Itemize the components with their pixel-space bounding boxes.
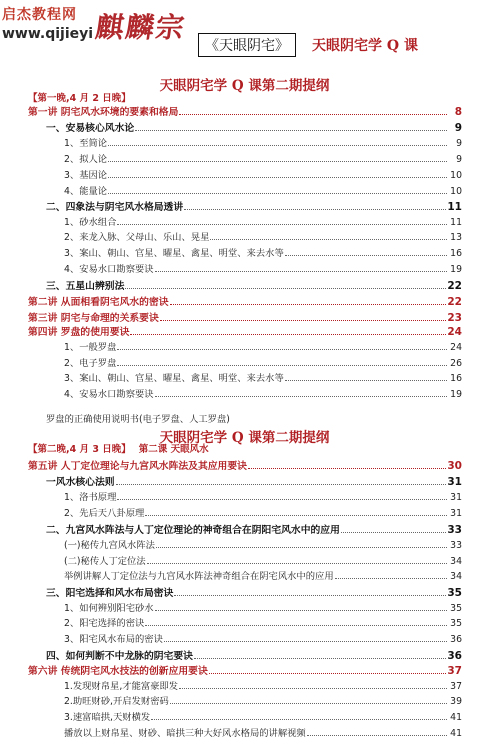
toc-leader-dots — [155, 264, 447, 272]
toc-entry-label: 举例讲解人丁定位法与九宫风水阵法神奇组合在阴宅风水中的应用 — [64, 571, 334, 582]
toc-page-number: 9 — [456, 154, 462, 165]
toc-entry[interactable] — [64, 217, 462, 229]
toc-entry-label: 2、来龙入脉、父母山、乐山、晃星 — [64, 232, 210, 243]
toc-entry-label: 3.速富暗拱,天财横发 — [64, 712, 151, 723]
toc-page-number: 11 — [450, 217, 462, 228]
toc-leader-dots — [108, 170, 447, 178]
toc-leader-dots — [116, 477, 447, 485]
toc-entry-label: 四、如何判断不中龙脉的阴宅要诀 — [46, 651, 193, 662]
toc-page-number: 35 — [450, 603, 462, 614]
toc-leader-dots — [145, 508, 447, 516]
toc-leader-dots — [170, 696, 447, 704]
toc-leader-dots — [164, 634, 447, 642]
toc-page-number: 31 — [447, 476, 462, 488]
toc-entry-label: 第五讲 人丁定位理论与九宫风水阵法及其应用要诀 — [28, 461, 247, 472]
toc-entry-label: 一、安易核心风水论 — [46, 123, 135, 134]
watermark-url: www.qijieyi — [2, 26, 94, 42]
toc-page-number: 9 — [454, 122, 462, 134]
toc-entry-label: 第三讲 阴宅与命理的关系要诀 — [28, 313, 159, 324]
toc-leader-dots — [160, 313, 447, 321]
toc-entry[interactable] — [64, 634, 462, 646]
toc-page-number: 19 — [450, 389, 462, 400]
toc-entry-label: 1、至简论 — [64, 138, 108, 149]
toc-lecture-entry[interactable] — [28, 106, 462, 119]
toc-leader-dots — [155, 603, 447, 611]
toc-entry-label: 第一讲 阴宅风水环境的要素和格局 — [28, 107, 179, 118]
toc-page-number: 30 — [447, 460, 462, 472]
toc-page-number: 10 — [450, 170, 462, 181]
toc-entry-label: 1、如何辨别阳宅砂水 — [64, 603, 154, 614]
toc-leader-dots — [210, 232, 447, 240]
toc-page-number: 31 — [450, 492, 462, 503]
toc-leader-dots — [155, 389, 447, 397]
toc-page-number: 11 — [447, 201, 462, 213]
toc-entry-label: 4、安易水口勘察要诀 — [64, 389, 154, 400]
toc-page-number: 22 — [447, 296, 462, 308]
toc-page-number: 34 — [450, 556, 462, 567]
toc-entry-label: 三、五星山辨别法 — [46, 281, 125, 292]
toc-leader-dots — [130, 327, 446, 335]
toc-leader-dots — [147, 556, 447, 564]
toc-entry-label: 1、砂水组合 — [64, 217, 117, 228]
toc-lecture-entry[interactable] — [28, 296, 462, 309]
toc-entry-label: 2、阳宅选择的密诀 — [64, 618, 145, 629]
toc-entry[interactable] — [46, 122, 462, 135]
toc-entry[interactable] — [64, 603, 462, 615]
toc-entry[interactable] — [64, 712, 462, 724]
toc-entry[interactable] — [64, 170, 462, 182]
toc-page-number: 35 — [450, 618, 462, 629]
toc-leader-dots — [117, 358, 447, 366]
toc-entry-label: 3、阳宅风水布局的密诀 — [64, 634, 163, 645]
toc-page-number: 22 — [447, 280, 462, 292]
toc-leader-dots — [108, 154, 447, 162]
toc-entry-label: 1、洛书原理 — [64, 492, 117, 503]
toc-entry[interactable] — [64, 571, 462, 583]
toc-page-number: 10 — [450, 186, 462, 197]
toc-leader-dots — [170, 297, 447, 305]
toc-leader-dots — [341, 525, 446, 533]
brand-logo-text: 麒麟宗 — [93, 11, 189, 44]
toc-page-number: 19 — [450, 264, 462, 275]
toc-entry-label: 二、九宫风水阵法与人丁定位理论的神奇组合在阴阳宅风水中的应用 — [46, 525, 340, 536]
toc-entry[interactable] — [46, 650, 462, 663]
toc-leader-dots — [194, 651, 446, 659]
section1-title: 天眼阴宅学 Q 课第二期提纲 — [159, 78, 330, 94]
toc-page-number: 24 — [450, 342, 462, 353]
toc-entry-label: 2、先后天八卦原理 — [64, 508, 145, 519]
toc-entry[interactable] — [46, 524, 462, 537]
toc-page-number: 23 — [447, 312, 462, 324]
toc-entry[interactable] — [64, 728, 462, 740]
toc-page-number: 39 — [450, 696, 462, 707]
toc-entry[interactable] — [64, 264, 462, 276]
toc-entry-label: 1.发现财帛星,才能富豪即发 — [64, 681, 179, 692]
toc-entry-label: 2、拟人论 — [64, 154, 108, 165]
toc-entry[interactable] — [64, 342, 462, 354]
toc-entry-label: 3、案山、朝山、官星、曜星、禽星、明堂、来去水等 — [64, 248, 284, 259]
toc-lecture-entry[interactable] — [28, 326, 462, 339]
toc-entry[interactable] — [64, 186, 462, 198]
toc-entry-label: 2.助旺财砂,开启发财密码 — [64, 696, 169, 707]
toc-page-number: 36 — [447, 650, 462, 662]
toc-entry-label: 3、基因论 — [64, 170, 108, 181]
toc-entry[interactable] — [46, 280, 462, 293]
toc-entry-label: 第二讲 从面相看阴宅风水的密诀 — [28, 297, 169, 308]
toc-entry[interactable] — [46, 201, 462, 214]
toc-lecture-entry[interactable] — [28, 460, 462, 473]
toc-leader-dots — [307, 728, 447, 736]
toc-entry[interactable] — [64, 248, 462, 260]
section2-night-label: 【第二晚,4 月 3 日晚】 第二课 天眼风水 — [28, 444, 209, 455]
toc-entry-label: 4、能量论 — [64, 186, 108, 197]
toc-lecture-entry[interactable] — [28, 665, 462, 678]
toc-page-number: 37 — [450, 681, 462, 692]
toc-page-number: 33 — [447, 524, 462, 536]
toc-page-number: 35 — [447, 587, 462, 599]
toc-leader-dots — [209, 666, 447, 674]
compass-manual-note: 罗盘的正确使用说明书(电子罗盘、人工罗盘) — [46, 414, 230, 425]
toc-entry[interactable] — [64, 232, 462, 244]
toc-page-number: 13 — [450, 232, 462, 243]
toc-leader-dots — [285, 248, 447, 256]
toc-leader-dots — [117, 492, 447, 500]
toc-entry[interactable] — [64, 373, 462, 385]
toc-entry-label: (二)秘传人丁定位法 — [64, 556, 146, 567]
toc-leader-dots — [156, 540, 447, 548]
toc-leader-dots — [145, 618, 447, 626]
toc-entry[interactable] — [64, 508, 462, 520]
toc-page-number: 24 — [447, 326, 462, 338]
toc-page-number: 36 — [450, 634, 462, 645]
toc-leader-dots — [108, 186, 447, 194]
toc-leader-dots — [135, 123, 447, 131]
toc-entry-label: 1、一般罗盘 — [64, 342, 117, 353]
toc-leader-dots — [335, 571, 447, 579]
toc-leader-dots — [248, 461, 446, 469]
toc-leader-dots — [108, 138, 447, 146]
toc-leader-dots — [117, 217, 447, 225]
toc-entry[interactable] — [64, 492, 462, 504]
toc-entry-label: 3、案山、朝山、官星、曜星、禽星、明堂、来去水等 — [64, 373, 284, 384]
toc-entry[interactable] — [64, 618, 462, 630]
toc-leader-dots — [179, 107, 447, 115]
watermark-site-name: 启杰教程网 — [2, 7, 77, 23]
toc-entry-label: 2、电子罗盘 — [64, 358, 117, 369]
toc-entry[interactable] — [64, 681, 462, 693]
toc-leader-dots — [151, 712, 447, 720]
toc-page-number: 26 — [450, 358, 462, 369]
boxed-book-title: 《天眼阴宅》 — [198, 33, 296, 57]
toc-page-number: 16 — [450, 248, 462, 259]
toc-entry[interactable] — [46, 476, 462, 489]
toc-entry[interactable] — [64, 389, 462, 401]
toc-page-number: 41 — [450, 728, 462, 739]
course-name: 天眼阴宅学 Q 课 — [312, 38, 418, 54]
toc-entry-label: 第六讲 传统阴宅风水技法的创新应用要诀 — [28, 666, 208, 677]
toc-entry[interactable] — [64, 540, 462, 552]
toc-entry[interactable] — [64, 138, 462, 150]
toc-page-number: 41 — [450, 712, 462, 723]
toc-page-number: 9 — [456, 138, 462, 149]
toc-entry-label: 三、阳宅选择和风水布局密诀 — [46, 588, 174, 599]
section1-night-label: 【第一晚,4 月 2 日晚】 — [28, 93, 131, 104]
toc-page-number: 37 — [447, 665, 462, 677]
toc-page-number: 31 — [450, 508, 462, 519]
toc-entry[interactable] — [46, 587, 462, 600]
toc-leader-dots — [117, 342, 447, 350]
section2-title: 天眼阴宅学 Q 课第二期提纲 — [159, 430, 330, 446]
toc-entry[interactable] — [64, 358, 462, 370]
toc-entry-label: (一)秘传九宫风水阵法 — [64, 540, 155, 551]
toc-entry-label: 二、四象法与阴宅风水格局透讲 — [46, 202, 184, 213]
toc-entry-label: 一风水核心法则 — [46, 477, 115, 488]
toc-entry-label: 第四讲 罗盘的使用要诀 — [28, 327, 130, 338]
toc-page-number: 34 — [450, 571, 462, 582]
toc-page-number: 33 — [450, 540, 462, 551]
toc-leader-dots — [285, 373, 447, 381]
toc-lecture-entry[interactable] — [28, 312, 462, 325]
toc-entry[interactable] — [64, 154, 462, 166]
toc-entry[interactable] — [64, 696, 462, 708]
toc-entry-label: 4、安易水口勘察要诀 — [64, 264, 154, 275]
toc-page-number: 16 — [450, 373, 462, 384]
toc-entry-label: 播放以上财帛星、财砂、暗拱三种大好风水格局的讲解视频 — [64, 728, 306, 739]
toc-leader-dots — [179, 681, 447, 689]
toc-leader-dots — [125, 281, 446, 289]
toc-page-number: 8 — [454, 106, 462, 118]
toc-entry[interactable] — [64, 556, 462, 568]
toc-leader-dots — [174, 588, 446, 596]
toc-leader-dots — [184, 202, 446, 210]
